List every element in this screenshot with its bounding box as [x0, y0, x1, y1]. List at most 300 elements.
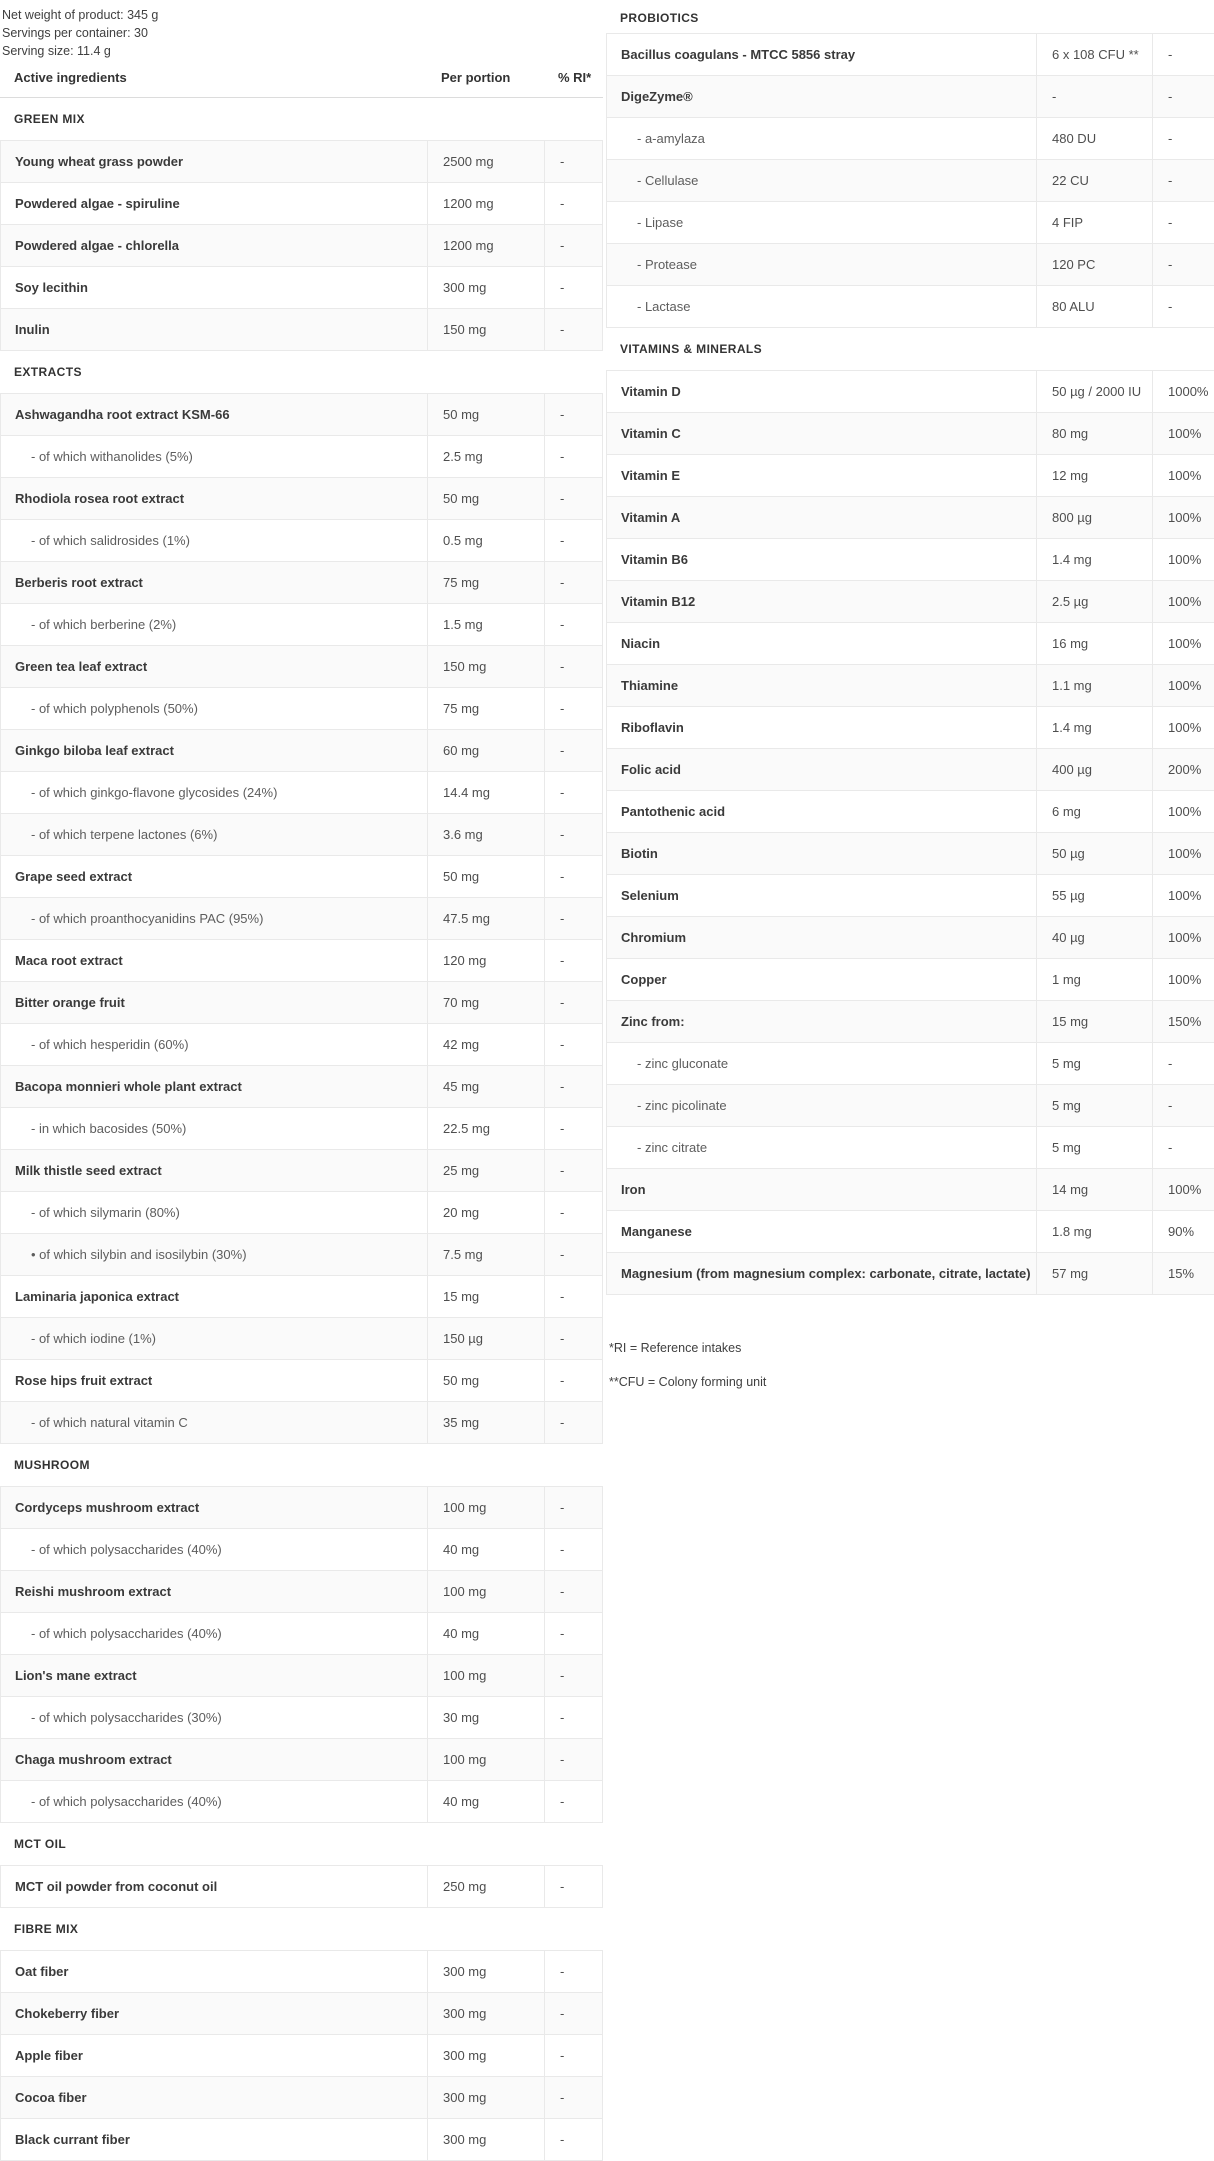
- ingredient-name: Rose hips fruit extract: [15, 1373, 153, 1388]
- ingredient-amount: 2500 mg: [427, 141, 544, 182]
- ingredient-ri: -: [1152, 76, 1214, 117]
- ingredient-row: [606, 202, 1214, 244]
- ingredient-ri: -: [544, 1781, 602, 1822]
- ingredient-ri: 100%: [1152, 455, 1214, 496]
- ingredient-ri: -: [1152, 286, 1214, 327]
- footnote-cfu: **CFU = Colony forming unit: [609, 1375, 767, 1389]
- ingredient-ri: 100%: [1152, 539, 1214, 580]
- ingredient-row: [0, 394, 603, 436]
- ingredient-row: [0, 2077, 603, 2119]
- ingredient-ri: -: [544, 940, 602, 981]
- ingredient-row: [0, 1192, 603, 1234]
- ingredient-row: [0, 267, 603, 309]
- section-rows: [0, 1950, 603, 2161]
- ingredient-amount: 7.5 mg: [427, 1234, 544, 1275]
- ingredient-amount: 5 mg: [1036, 1085, 1152, 1126]
- ingredient-ri: 100%: [1152, 875, 1214, 916]
- ingredient-amount: 50 µg: [1036, 833, 1152, 874]
- ingredient-amount: 20 mg: [427, 1192, 544, 1233]
- section-title: MUSHROOM: [0, 1444, 603, 1486]
- ingredient-ri: -: [544, 1571, 602, 1612]
- ingredient-ri: -: [544, 1866, 602, 1907]
- ingredient-amount: 3.6 mg: [427, 814, 544, 855]
- ingredient-name: Bacillus coagulans - MTCC 5856 stray: [621, 47, 856, 62]
- ingredient-amount: 55 µg: [1036, 875, 1152, 916]
- ingredient-row: [0, 730, 603, 772]
- ingredient-row: [0, 1739, 603, 1781]
- ingredient-name: - of which polyphenols (50%): [31, 701, 198, 716]
- ingredient-ri: -: [544, 309, 602, 350]
- ingredient-row: [0, 1951, 603, 1993]
- ingredient-row: [606, 749, 1214, 791]
- ingredient-name: Cordyceps mushroom extract: [15, 1500, 200, 1515]
- ingredient-name: Laminaria japonica extract: [15, 1289, 180, 1304]
- ingredient-ri: 90%: [1152, 1211, 1214, 1252]
- ingredient-amount: 1 mg: [1036, 959, 1152, 1000]
- ingredient-amount: 50 µg / 2000 IU: [1036, 371, 1152, 412]
- ingredient-ri: -: [1152, 160, 1214, 201]
- ingredient-amount: 35 mg: [427, 1402, 544, 1443]
- ingredient-amount: 2.5 µg: [1036, 581, 1152, 622]
- ingredient-name: - of which withanolides (5%): [31, 449, 193, 464]
- ingredient-name: Oat fiber: [15, 1964, 69, 1979]
- ingredient-row: [0, 1571, 603, 1613]
- ingredient-ri: -: [544, 478, 602, 519]
- ingredient-ri: -: [544, 1529, 602, 1570]
- ingredient-ri: -: [544, 1613, 602, 1654]
- ingredient-name: Reishi mushroom extract: [15, 1584, 172, 1599]
- table-section: [606, 0, 1214, 328]
- ingredient-name: MCT oil powder from coconut oil: [15, 1879, 218, 1894]
- ingredient-ri: -: [1152, 118, 1214, 159]
- ingredient-amount: 400 µg: [1036, 749, 1152, 790]
- ingredient-row: [0, 1108, 603, 1150]
- ingredient-ri: 15%: [1152, 1253, 1214, 1294]
- ingredient-ri: -: [544, 898, 602, 939]
- ingredient-amount: 14 mg: [1036, 1169, 1152, 1210]
- ingredient-ri: -: [544, 1402, 602, 1443]
- ingredient-amount: 6 mg: [1036, 791, 1152, 832]
- ingredient-amount: 50 mg: [427, 478, 544, 519]
- section-title: PROBIOTICS: [606, 0, 1214, 33]
- ingredient-name: Vitamin B12: [621, 594, 696, 609]
- ingredient-ri: -: [544, 1993, 602, 2034]
- left-table-sections: [0, 98, 603, 2161]
- ingredient-ri: 100%: [1152, 707, 1214, 748]
- ingredient-ri: 100%: [1152, 497, 1214, 538]
- ingredient-row: [606, 1001, 1214, 1043]
- ingredient-ri: -: [544, 772, 602, 813]
- ingredient-row: [606, 833, 1214, 875]
- ingredient-amount: 4 FIP: [1036, 202, 1152, 243]
- ingredient-ri: -: [1152, 1043, 1214, 1084]
- ingredient-name: • of which silybin and isosilybin (30%): [31, 1247, 247, 1262]
- ingredient-ri: -: [544, 436, 602, 477]
- ingredient-amount: 22 CU: [1036, 160, 1152, 201]
- ingredient-row: [0, 1781, 603, 1823]
- ingredient-amount: 150 µg: [427, 1318, 544, 1359]
- ingredient-ri: -: [544, 2119, 602, 2160]
- ingredient-row: [0, 604, 603, 646]
- ingredient-ri: -: [544, 1739, 602, 1780]
- ingredient-name: Pantothenic acid: [621, 804, 726, 819]
- ingredient-ri: -: [544, 1108, 602, 1149]
- ingredient-amount: 300 mg: [427, 2077, 544, 2118]
- ingredient-name: Bitter orange fruit: [15, 995, 125, 1010]
- ingredient-amount: 25 mg: [427, 1150, 544, 1191]
- footnote-ri: *RI = Reference intakes: [609, 1341, 742, 1355]
- ingredient-amount: 250 mg: [427, 1866, 544, 1907]
- ingredient-amount: 2.5 mg: [427, 436, 544, 477]
- header-ri: % RI*: [558, 69, 592, 85]
- ingredient-row: [606, 1253, 1214, 1295]
- ingredient-name: Apple fiber: [15, 2048, 83, 2063]
- ingredient-ri: -: [544, 730, 602, 771]
- ingredient-row: [0, 688, 603, 730]
- ingredient-name: Magnesium (from magnesium complex: carbonate, citrate, lactate): [621, 1266, 1031, 1281]
- ingredient-row: [0, 856, 603, 898]
- ingredient-ri: -: [544, 1024, 602, 1065]
- ingredient-amount: 22.5 mg: [427, 1108, 544, 1149]
- ingredient-amount: -: [1036, 76, 1152, 117]
- ingredient-amount: 0.5 mg: [427, 520, 544, 561]
- ingredient-row: [0, 1866, 603, 1908]
- ingredient-amount: 1200 mg: [427, 225, 544, 266]
- ingredient-name: Folic acid: [621, 762, 681, 777]
- ingredient-ri: -: [544, 1697, 602, 1738]
- ingredient-row: [0, 1613, 603, 1655]
- ingredient-name: - zinc gluconate: [637, 1056, 729, 1071]
- ingredient-row: [0, 183, 603, 225]
- ingredients-panel-right: [606, 0, 1214, 1409]
- ingredient-ri: 100%: [1152, 791, 1214, 832]
- ingredient-row: [606, 791, 1214, 833]
- ingredient-row: [606, 959, 1214, 1001]
- table-section: [606, 328, 1214, 1295]
- ingredient-amount: 50 mg: [427, 1360, 544, 1401]
- ingredient-name: Selenium: [621, 888, 679, 903]
- ingredient-ri: -: [544, 688, 602, 729]
- ingredient-ri: -: [544, 1951, 602, 1992]
- right-table-sections: [606, 0, 1214, 1295]
- ingredient-ri: -: [544, 1276, 602, 1317]
- ingredient-amount: 42 mg: [427, 1024, 544, 1065]
- ingredient-row: [606, 1127, 1214, 1169]
- footnotes: [606, 1341, 1214, 1389]
- ingredient-row: [606, 1169, 1214, 1211]
- ingredient-name: Lion's mane extract: [15, 1668, 137, 1683]
- ingredient-ri: 100%: [1152, 665, 1214, 706]
- section-rows: [606, 370, 1214, 1295]
- ingredient-amount: 100 mg: [427, 1571, 544, 1612]
- ingredient-amount: 40 mg: [427, 1613, 544, 1654]
- section-title: MCT OIL: [0, 1823, 603, 1865]
- ingredient-name: Iron: [621, 1182, 646, 1197]
- ingredient-name: - of which proanthocyanidins PAC (95%): [31, 911, 264, 926]
- ingredient-name: Zinc from:: [621, 1014, 685, 1029]
- ingredient-amount: 150 mg: [427, 309, 544, 350]
- ingredient-ri: 100%: [1152, 413, 1214, 454]
- ingredient-name: Powdered algae - chlorella: [15, 238, 179, 253]
- ingredient-name: Soy lecithin: [15, 280, 88, 295]
- ingredient-ri: -: [544, 1150, 602, 1191]
- ingredient-row: [606, 917, 1214, 959]
- ingredient-amount: 150 mg: [427, 646, 544, 687]
- ingredient-amount: 15 mg: [427, 1276, 544, 1317]
- section-rows: [0, 393, 603, 1444]
- table-section: [0, 1908, 603, 2161]
- table-section: [0, 1823, 603, 1908]
- ingredient-row: [0, 1655, 603, 1697]
- ingredient-ri: -: [544, 1360, 602, 1401]
- ingredient-name: - of which berberine (2%): [31, 617, 177, 632]
- ingredient-name: - Lipase: [637, 215, 684, 230]
- ingredient-ri: -: [544, 646, 602, 687]
- ingredient-amount: 1200 mg: [427, 183, 544, 224]
- ingredient-name: Vitamin C: [621, 426, 681, 441]
- table-section: [0, 1444, 603, 1823]
- ingredient-ri: 100%: [1152, 959, 1214, 1000]
- ingredient-name: Inulin: [15, 322, 50, 337]
- product-meta: [0, 0, 603, 57]
- ingredient-name: - in which bacosides (50%): [31, 1121, 187, 1136]
- ingredient-amount: 75 mg: [427, 562, 544, 603]
- ingredient-amount: 5 mg: [1036, 1043, 1152, 1084]
- ingredients-panel-left: [0, 0, 603, 2161]
- ingredient-amount: 300 mg: [427, 2035, 544, 2076]
- ingredient-amount: 6 x 108 CFU **: [1036, 34, 1152, 75]
- ingredient-name: Vitamin A: [621, 510, 681, 525]
- ingredient-amount: 100 mg: [427, 1655, 544, 1696]
- ingredient-row: [0, 1529, 603, 1571]
- ingredient-amount: 47.5 mg: [427, 898, 544, 939]
- table-section: [0, 351, 603, 1444]
- ingredient-name: Manganese: [621, 1224, 692, 1239]
- ingredient-row: [0, 940, 603, 982]
- ingredient-row: [606, 623, 1214, 665]
- ingredient-ri: 1000%: [1152, 371, 1214, 412]
- ingredient-name: Chaga mushroom extract: [15, 1752, 172, 1767]
- ingredient-row: [606, 286, 1214, 328]
- ingredient-row: [0, 2119, 603, 2161]
- ingredient-name: Grape seed extract: [15, 869, 133, 884]
- ingredient-row: [606, 118, 1214, 160]
- table-section: [0, 98, 603, 351]
- ingredient-amount: 75 mg: [427, 688, 544, 729]
- ingredient-amount: 16 mg: [1036, 623, 1152, 664]
- ingredient-row: [606, 1211, 1214, 1253]
- serving-size-text: Serving size: 11.4 g: [2, 44, 111, 58]
- ingredient-ri: 100%: [1152, 1169, 1214, 1210]
- ingredient-name: - of which polysaccharides (30%): [31, 1710, 222, 1725]
- ingredient-name: Vitamin E: [621, 468, 681, 483]
- ingredient-row: [0, 1318, 603, 1360]
- ingredient-row: [0, 225, 603, 267]
- ingredient-row: [0, 772, 603, 814]
- ingredient-amount: 14.4 mg: [427, 772, 544, 813]
- ingredient-ri: -: [544, 562, 602, 603]
- ingredient-row: [0, 1066, 603, 1108]
- ingredient-name: Ginkgo biloba leaf extract: [15, 743, 174, 758]
- ingredient-name: Riboflavin: [621, 720, 684, 735]
- ingredient-name: - of which polysaccharides (40%): [31, 1794, 222, 1809]
- ingredient-row: [606, 665, 1214, 707]
- ingredient-row: [606, 497, 1214, 539]
- ingredient-row: [606, 34, 1214, 76]
- ingredient-name: Cocoa fiber: [15, 2090, 87, 2105]
- ingredient-name: Maca root extract: [15, 953, 123, 968]
- ingredient-row: [0, 1993, 603, 2035]
- ingredient-ri: -: [544, 982, 602, 1023]
- ingredient-ri: -: [544, 2035, 602, 2076]
- ingredient-row: [0, 982, 603, 1024]
- ingredient-ri: -: [544, 1487, 602, 1528]
- ingredient-ri: -: [544, 2077, 602, 2118]
- ingredient-ri: -: [1152, 1085, 1214, 1126]
- ingredient-amount: 300 mg: [427, 2119, 544, 2160]
- ingredient-amount: 100 mg: [427, 1487, 544, 1528]
- ingredient-name: Rhodiola rosea root extract: [15, 491, 185, 506]
- ingredient-row: [0, 309, 603, 351]
- ingredient-amount: 40 mg: [427, 1529, 544, 1570]
- ingredient-name: - of which hesperidin (60%): [31, 1037, 189, 1052]
- ingredient-amount: 80 ALU: [1036, 286, 1152, 327]
- section-title: GREEN MIX: [0, 98, 603, 140]
- ingredient-row: [0, 436, 603, 478]
- ingredient-amount: 480 DU: [1036, 118, 1152, 159]
- ingredient-ri: -: [544, 267, 602, 308]
- ingredient-ri: -: [1152, 1127, 1214, 1168]
- ingredient-ri: -: [544, 1318, 602, 1359]
- ingredient-amount: 1.4 mg: [1036, 539, 1152, 580]
- servings-per-container-text: Servings per container: 30: [2, 26, 148, 40]
- ingredient-name: Vitamin D: [621, 384, 681, 399]
- ingredient-row: [0, 2035, 603, 2077]
- ingredient-row: [0, 520, 603, 562]
- ingredient-row: [606, 455, 1214, 497]
- ingredient-ri: 200%: [1152, 749, 1214, 790]
- ingredient-ri: 100%: [1152, 917, 1214, 958]
- ingredient-name: Biotin: [621, 846, 658, 861]
- ingredient-ri: -: [544, 856, 602, 897]
- section-rows: [0, 1486, 603, 1823]
- section-rows: [606, 33, 1214, 328]
- ingredient-amount: 1.1 mg: [1036, 665, 1152, 706]
- header-active-ingredients: Active ingredients: [14, 69, 127, 85]
- ingredient-amount: 30 mg: [427, 1697, 544, 1738]
- ingredient-amount: 50 mg: [427, 856, 544, 897]
- section-title: VITAMINS & MINERALS: [606, 328, 1214, 370]
- section-title: EXTRACTS: [0, 351, 603, 393]
- ingredient-name: Copper: [621, 972, 667, 987]
- ingredient-row: [606, 160, 1214, 202]
- ingredient-name: Chokeberry fiber: [15, 2006, 120, 2021]
- ingredient-ri: -: [544, 814, 602, 855]
- ingredient-name: - of which polysaccharides (40%): [31, 1542, 222, 1557]
- ingredient-amount: 57 mg: [1036, 1253, 1152, 1294]
- ingredient-amount: 300 mg: [427, 1993, 544, 2034]
- ingredient-name: - of which salidrosides (1%): [31, 533, 190, 548]
- ingredient-row: [0, 1487, 603, 1529]
- ingredient-name: - of which terpene lactones (6%): [31, 827, 218, 842]
- ingredient-ri: -: [544, 183, 602, 224]
- ingredient-name: - of which iodine (1%): [31, 1331, 156, 1346]
- ingredient-amount: 300 mg: [427, 1951, 544, 1992]
- ingredient-amount: 40 µg: [1036, 917, 1152, 958]
- ingredient-ri: -: [544, 1066, 602, 1107]
- ingredient-amount: 60 mg: [427, 730, 544, 771]
- ingredient-row: [606, 76, 1214, 118]
- ingredient-amount: 12 mg: [1036, 455, 1152, 496]
- ingredient-name: - of which natural vitamin C: [31, 1415, 188, 1430]
- ingredient-row: [606, 371, 1214, 413]
- ingredient-name: Bacopa monnieri whole plant extract: [15, 1079, 242, 1094]
- section-rows: [0, 1865, 603, 1908]
- ingredient-name: Chromium: [621, 930, 686, 945]
- ingredient-name: Berberis root extract: [15, 575, 143, 590]
- ingredient-row: [0, 1360, 603, 1402]
- ingredient-name: - of which ginkgo-flavone glycosides (24%): [31, 785, 278, 800]
- section-title: FIBRE MIX: [0, 1908, 603, 1950]
- ingredient-ri: 100%: [1152, 833, 1214, 874]
- ingredient-ri: -: [544, 604, 602, 645]
- ingredient-row: [0, 646, 603, 688]
- ingredient-row: [606, 244, 1214, 286]
- ingredient-name: - zinc picolinate: [637, 1098, 727, 1113]
- ingredient-row: [606, 1085, 1214, 1127]
- ingredient-row: [0, 1276, 603, 1318]
- ingredient-amount: 300 mg: [427, 267, 544, 308]
- ingredient-row: [0, 814, 603, 856]
- ingredient-ri: -: [1152, 244, 1214, 285]
- ingredient-name: Black currant fiber: [15, 2132, 130, 2147]
- ingredient-name: Powdered algae - spiruline: [15, 196, 180, 211]
- ingredient-row: [0, 1024, 603, 1066]
- ingredient-ri: -: [544, 520, 602, 561]
- ingredient-amount: 100 mg: [427, 1739, 544, 1780]
- ingredient-row: [606, 875, 1214, 917]
- ingredient-amount: 1.4 mg: [1036, 707, 1152, 748]
- ingredient-ri: -: [544, 394, 602, 435]
- ingredient-name: - of which polysaccharides (40%): [31, 1626, 222, 1641]
- net-weight-text: Net weight of product: 345 g: [2, 8, 159, 22]
- ingredient-row: [0, 562, 603, 604]
- ingredient-amount: 45 mg: [427, 1066, 544, 1107]
- ingredient-row: [606, 539, 1214, 581]
- ingredient-amount: 120 PC: [1036, 244, 1152, 285]
- ingredient-row: [606, 581, 1214, 623]
- ingredient-ri: -: [544, 225, 602, 266]
- ingredient-amount: 5 mg: [1036, 1127, 1152, 1168]
- table-header-row: [0, 57, 603, 98]
- ingredient-name: Green tea leaf extract: [15, 659, 148, 674]
- ingredient-ri: -: [1152, 202, 1214, 243]
- ingredient-name: - Protease: [637, 257, 697, 272]
- ingredient-row: [606, 707, 1214, 749]
- ingredient-ri: 150%: [1152, 1001, 1214, 1042]
- ingredient-name: Vitamin B6: [621, 552, 688, 567]
- ingredient-name: DigeZyme®: [621, 89, 693, 104]
- ingredient-row: [0, 1402, 603, 1444]
- ingredient-amount: 800 µg: [1036, 497, 1152, 538]
- ingredient-ri: 100%: [1152, 623, 1214, 664]
- ingredient-name: Niacin: [621, 636, 661, 651]
- ingredient-row: [0, 1150, 603, 1192]
- ingredient-name: - Lactase: [637, 299, 691, 314]
- ingredient-row: [606, 413, 1214, 455]
- ingredient-ri: -: [544, 141, 602, 182]
- ingredient-ri: -: [1152, 34, 1214, 75]
